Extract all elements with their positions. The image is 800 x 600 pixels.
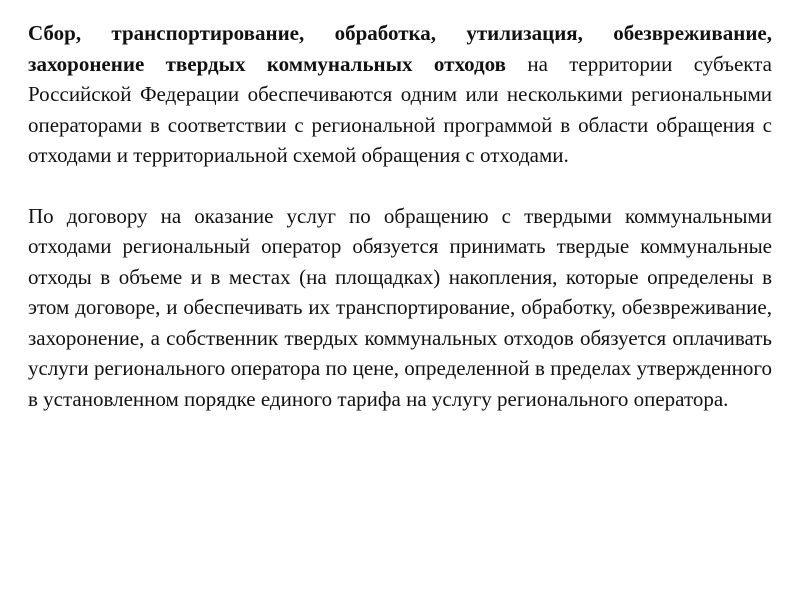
paragraph-lead-rest: на территории субъекта Российской Федерации обеспечиваются одним или несколькими региональными операторами в соответствии с региональной программой в области обращения с отходами и территориальной схемой обращения с отходами.	[28, 51, 772, 167]
paragraph-contract-terms: По договору на оказание услуг по обращению с твердыми коммунальными отходами региональный оператор обязуется принимать твердые коммунальные отходы в объеме и в местах (на площадках) накопления, которые определены в этом договоре, и обеспечивать их транспортирование, обработку, обезвреживание, захоронение, а собственник твердых коммунальных отходов обязуется оплачивать услуги регионального оператора по цене, определенной в пределах утвержденного в установленном порядке единого тарифа на услугу регионального оператора.	[28, 203, 772, 411]
paragraph-waste-operators	[28, 18, 772, 171]
paragraph-lead-bold: Сбор, транспортирование, обработка, утилизация, обезвреживание, захоронение твердых коммунальных отходов	[28, 21, 772, 76]
